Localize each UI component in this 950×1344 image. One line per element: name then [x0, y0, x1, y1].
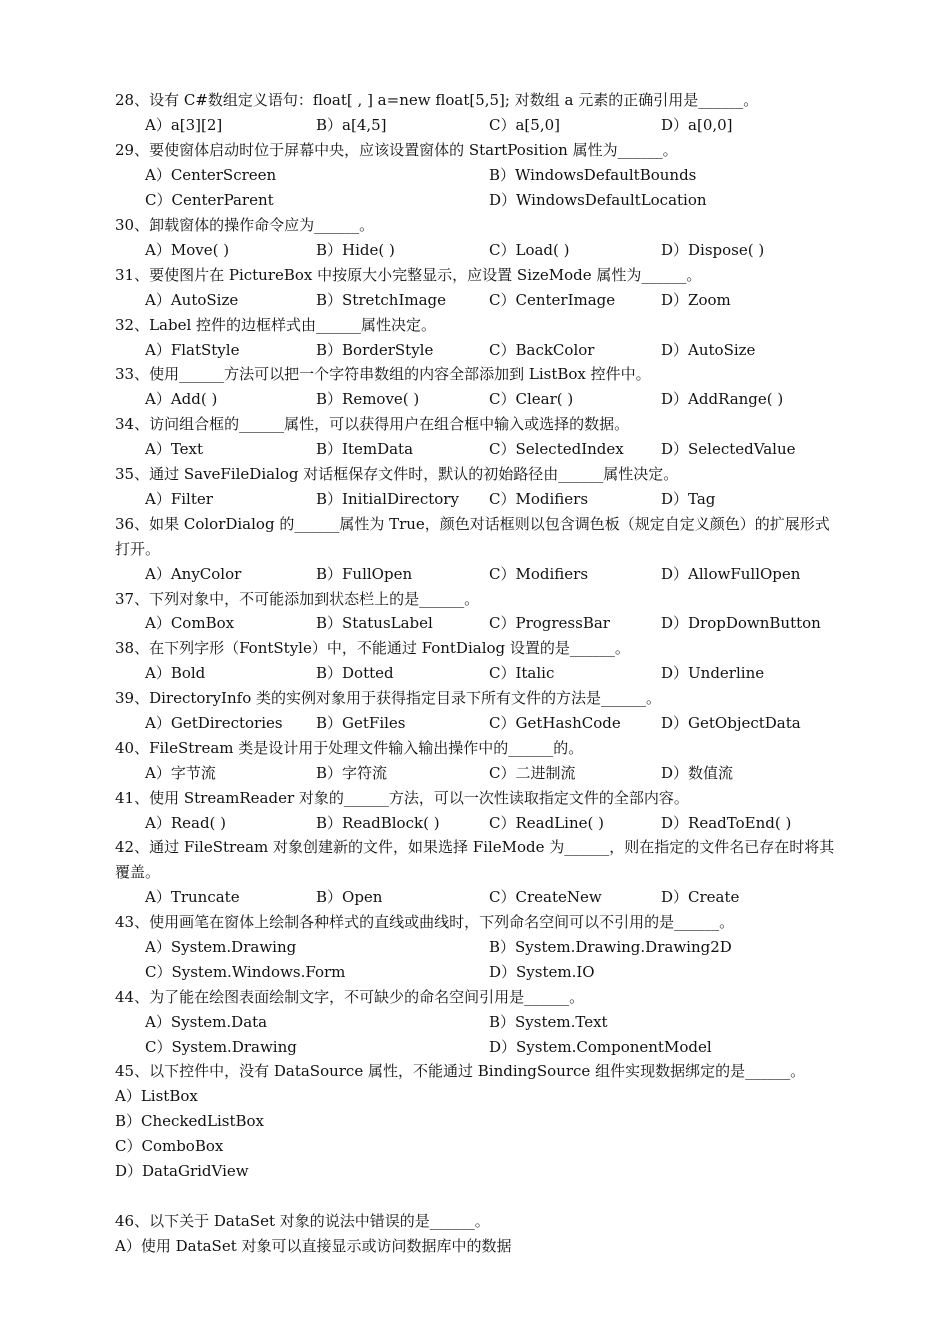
option-c: C）Modifiers	[489, 565, 589, 583]
option-b: B）Hide( )	[316, 241, 395, 259]
option-c: C）SelectedIndex	[489, 440, 624, 458]
question-36-options	[0, 562, 950, 587]
option-b: B）System.Text	[489, 1013, 608, 1031]
question-40-options	[0, 761, 950, 786]
question-33-options	[0, 387, 950, 412]
question-45-option-d-row	[0, 1159, 950, 1184]
question-38-options	[0, 661, 950, 686]
option-c: C）CenterImage	[489, 291, 616, 309]
option-a: A）使用 DataSet 对象可以直接显示或访问数据库中的数据	[115, 1237, 512, 1255]
question-38-stem: 38、在下列字形（FontStyle）中，不能通过 FontDialog 设置的是______。	[115, 639, 630, 657]
option-a: A）Filter	[145, 490, 213, 508]
question-34-stem: 34、访问组合框的______属性，可以获得用户在组合框中输入或选择的数据。	[115, 415, 630, 433]
option-d: D）Create	[661, 888, 740, 906]
option-a: A）System.Drawing	[145, 938, 297, 956]
option-b: B）FullOpen	[316, 565, 413, 583]
option-d: D）DropDownButton	[661, 614, 821, 632]
question-35-options	[0, 487, 950, 512]
question-34-options	[0, 437, 950, 462]
question-31-stem: 31、要使图片在 PictureBox 中按原大小完整显示，应设置 SizeMode 属性为______。	[115, 266, 702, 284]
option-d: D）数值流	[661, 764, 734, 782]
question-29-options-row2	[0, 188, 950, 213]
question-46-stem: 46、以下关于 DataSet 对象的说法中错误的是______。	[115, 1212, 490, 1230]
question-29-options-row1	[0, 163, 950, 188]
option-a: A）Add( )	[145, 390, 218, 408]
question-43-options-row1	[0, 935, 950, 960]
option-d: D）AllowFullOpen	[661, 565, 801, 583]
option-a: A）Text	[145, 440, 204, 458]
option-c: C）Load( )	[489, 241, 570, 259]
option-d: D）Zoom	[661, 291, 731, 309]
option-b: B）InitialDirectory	[316, 490, 459, 508]
option-d: D）WindowsDefaultLocation	[489, 191, 707, 209]
question-28-options	[0, 113, 950, 138]
question-43-options-row2	[0, 960, 950, 985]
option-b: B）GetFiles	[316, 714, 406, 732]
question-31-options	[0, 288, 950, 313]
question-35-stem: 35、通过 SaveFileDialog 对话框保存文件时，默认的初始路径由______属性决定。	[115, 465, 679, 483]
option-b: B）CheckedListBox	[115, 1112, 265, 1130]
question-37-stem: 37、下列对象中，不可能添加到状态栏上的是______。	[115, 590, 480, 608]
option-c: C）System.Windows.Form	[145, 963, 346, 981]
option-b: B）Remove( )	[316, 390, 420, 408]
option-a: A）Read( )	[145, 814, 227, 832]
option-a: A）Bold	[145, 664, 206, 682]
question-43-stem: 43、使用画笔在窗体上绘制各种样式的直线或曲线时，下列命名空间可以不引用的是______。	[115, 913, 735, 931]
option-d: D）ReadToEnd( )	[661, 814, 792, 832]
option-a: A）GetDirectories	[145, 714, 283, 732]
option-c: C）BackColor	[489, 341, 595, 359]
option-c: C）CenterParent	[145, 191, 274, 209]
option-c: C）ProgressBar	[489, 614, 610, 632]
option-d: D）DataGridView	[115, 1162, 249, 1180]
option-c: C）ReadLine( )	[489, 814, 604, 832]
option-c: C）a[5,0]	[489, 116, 560, 134]
option-d: D）Dispose( )	[661, 241, 765, 259]
option-b: B）Open	[316, 888, 383, 906]
question-41-stem: 41、使用 StreamReader 对象的______方法，可以一次性读取指定文件的全部内容。	[115, 789, 689, 807]
question-40-stem: 40、FileStream 类是设计用于处理文件输入输出操作中的______的。	[115, 739, 584, 757]
question-39-options	[0, 711, 950, 736]
option-a: A）AnyColor	[145, 565, 242, 583]
question-30-options	[0, 238, 950, 263]
option-c: C）CreateNew	[489, 888, 602, 906]
question-30-stem: 30、卸载窗体的操作命令应为______。	[115, 216, 375, 234]
option-b: B）ItemData	[316, 440, 414, 458]
option-d: D）Underline	[661, 664, 765, 682]
option-a: A）Move( )	[145, 241, 230, 259]
option-c: C）GetHashCode	[489, 714, 621, 732]
option-d: D）GetObjectData	[661, 714, 801, 732]
question-37-options	[0, 611, 950, 636]
option-d: D）System.IO	[489, 963, 595, 981]
option-c: C）Clear( )	[489, 390, 574, 408]
option-b: B）字符流	[316, 764, 388, 782]
option-d: D）System.ComponentModel	[489, 1038, 712, 1056]
question-46-option-a-row	[0, 1234, 950, 1259]
option-b: B）System.Drawing.Drawing2D	[489, 938, 732, 956]
question-41-options	[0, 811, 950, 836]
option-b: B）ReadBlock( )	[316, 814, 440, 832]
option-b: B）Dotted	[316, 664, 394, 682]
option-b: B）StatusLabel	[316, 614, 433, 632]
option-b: B）a[4,5]	[316, 116, 387, 134]
option-c: C）二进制流	[489, 764, 576, 782]
option-d: D）Tag	[661, 490, 716, 508]
option-d: D）SelectedValue	[661, 440, 796, 458]
question-32-options	[0, 338, 950, 363]
question-45-option-a-row	[0, 1084, 950, 1109]
option-a: A）System.Data	[145, 1013, 268, 1031]
option-a: A）CenterScreen	[145, 166, 277, 184]
question-32-stem: 32、Label 控件的边框样式由______属性决定。	[115, 316, 437, 334]
question-45-option-c-row	[0, 1134, 950, 1159]
option-a: A）字节流	[145, 764, 216, 782]
question-42-stem: 42、通过 FileStream 对象创建新的文件，如果选择 FileMode 为______，则在指定的文件名已存在时将其覆盖。	[115, 838, 835, 881]
option-c: C）ComboBox	[115, 1137, 224, 1155]
question-39-stem: 39、DirectoryInfo 类的实例对象用于获得指定目录下所有文件的方法是______。	[115, 689, 662, 707]
option-b: B）BorderStyle	[316, 341, 434, 359]
option-d: D）a[0,0]	[661, 116, 733, 134]
option-c: C）System.Drawing	[145, 1038, 297, 1056]
option-a: A）ComBox	[145, 614, 235, 632]
question-44-options-row2	[0, 1035, 950, 1060]
question-42-options	[0, 885, 950, 910]
question-44-options-row1	[0, 1010, 950, 1035]
option-c: C）Modifiers	[489, 490, 589, 508]
option-b: B）WindowsDefaultBounds	[489, 166, 697, 184]
option-d: D）AddRange( )	[661, 390, 784, 408]
option-a: A）ListBox	[115, 1087, 198, 1105]
question-29-stem: 29、要使窗体启动时位于屏幕中央，应该设置窗体的 StartPosition 属性为______。	[115, 141, 678, 159]
question-36-stem: 36、如果 ColorDialog 的______属性为 True，颜色对话框则以包含调色板（规定自定义颜色）的扩展形式打开。	[115, 515, 830, 558]
option-a: A）Truncate	[145, 888, 240, 906]
option-b: B）StretchImage	[316, 291, 447, 309]
question-44-stem: 44、为了能在绘图表面绘制文字，不可缺少的命名空间引用是______。	[115, 988, 585, 1006]
option-a: A）AutoSize	[145, 291, 239, 309]
option-a: A）FlatStyle	[145, 341, 240, 359]
question-33-stem: 33、使用______方法可以把一个字符串数组的内容全部添加到 ListBox 控件中。	[115, 365, 651, 383]
option-d: D）AutoSize	[661, 341, 756, 359]
question-45-stem: 45、以下控件中，没有 DataSource 属性，不能通过 BindingSource 组件实现数据绑定的是______。	[115, 1062, 806, 1080]
option-a: A）a[3][2]	[145, 116, 223, 134]
question-28-stem: 28、设有 C#数组定义语句：float[ , ] a=new float[5,5]; 对数组 a 元素的正确引用是______。	[115, 91, 759, 109]
option-c: C）Italic	[489, 664, 555, 682]
question-45-option-b-row	[0, 1109, 950, 1134]
